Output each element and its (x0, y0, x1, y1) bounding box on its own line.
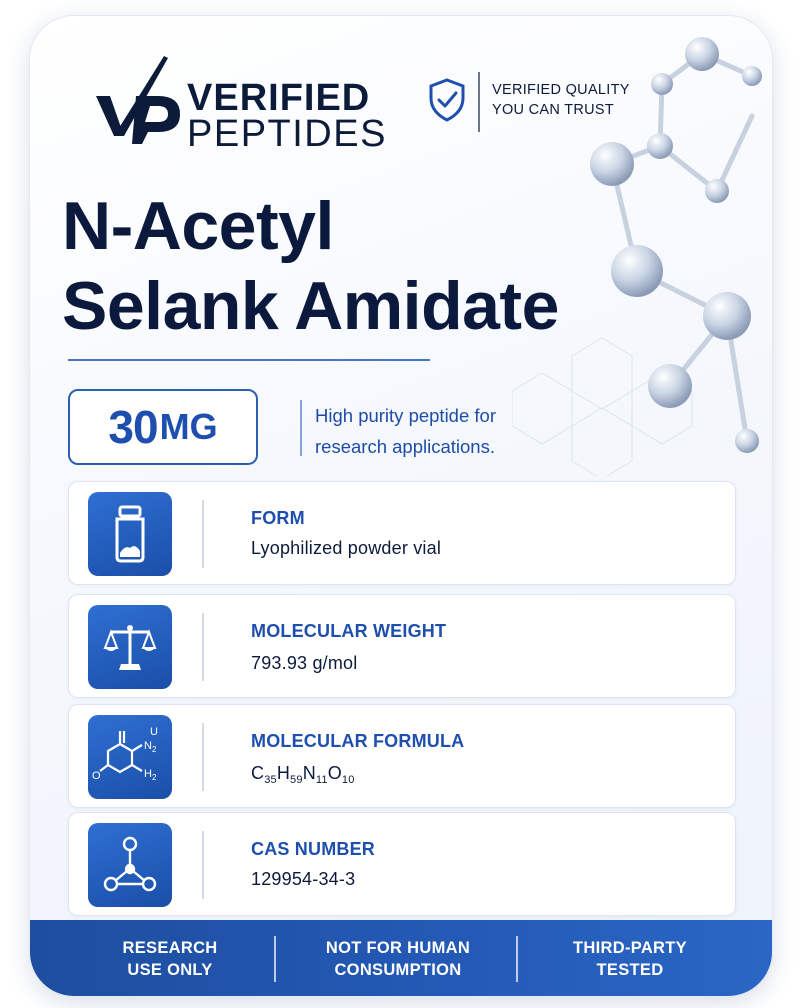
tagline-line1: High purity peptide for (315, 405, 496, 426)
icon-h-sub-text: 2 (152, 773, 157, 782)
size-badge (68, 389, 258, 465)
footer-item2-line2: CONSUMPTION (334, 961, 462, 979)
footer-item3-line2: TESTED (596, 961, 664, 979)
product-title-line2: Selank Amidate (62, 268, 559, 344)
formula-element-n: N (302, 763, 316, 783)
spec-label: MOLECULAR WEIGHT (251, 621, 447, 641)
spec-row-cas-number (68, 812, 736, 916)
row-divider (202, 500, 204, 568)
icon-h-text: H (144, 768, 152, 780)
icon-u-text: U (150, 726, 158, 738)
spec-value: Lyophilized powder vial (251, 538, 442, 558)
product-tagline (315, 400, 496, 462)
spec-value: 793.93 g/mol (251, 653, 358, 673)
size-unit: MG (159, 406, 218, 447)
footer-item1-line2: USE ONLY (127, 961, 213, 979)
tagline-line2: research applications. (315, 436, 495, 457)
formula-count-c: 35 (264, 774, 277, 786)
footer-item-third-party-tested (530, 934, 730, 984)
formula-element-h: H (276, 763, 291, 783)
brand-name-line1: VERIFIED (187, 77, 371, 119)
spec-value: 129954-34-3 (251, 869, 356, 889)
footer-item-research-use (70, 934, 270, 984)
footer-separator (274, 936, 276, 982)
spec-row-form (68, 481, 736, 585)
row-divider (202, 831, 204, 899)
vp-logo-icon (92, 52, 184, 152)
footer-separator (516, 936, 518, 982)
formula-element-c: C (251, 763, 265, 783)
trust-separator (478, 72, 480, 132)
vial-icon (88, 492, 172, 576)
row-divider (202, 613, 204, 681)
trust-text-line1: VERIFIED QUALITY (492, 82, 630, 98)
spec-label: CAS NUMBER (251, 839, 376, 859)
brand-name-line2: PEPTIDES (187, 113, 387, 155)
molecule-icon (88, 823, 172, 907)
footer-item-not-for-consumption (288, 934, 508, 984)
icon-o-text: O (92, 770, 101, 782)
title-underline (68, 359, 430, 361)
spec-label: MOLECULAR FORMULA (251, 731, 465, 751)
product-title-line1: N-Acetyl (62, 188, 334, 264)
formula-count-h: 59 (290, 774, 303, 786)
footer-bar (30, 920, 772, 996)
footer-item1-line1: RESEARCH (122, 939, 218, 957)
size-number: 30 (108, 401, 158, 453)
footer-item3-line1: THIRD-PARTY (573, 939, 687, 957)
product-label-card (30, 16, 772, 996)
formula-count-n: 11 (315, 774, 328, 786)
icon-n-text: N (144, 740, 152, 752)
formula-element-o: O (327, 763, 342, 783)
size-separator (300, 400, 302, 456)
formula-count-o: 10 (341, 774, 355, 786)
scale-icon (88, 605, 172, 689)
formula-value (251, 763, 355, 786)
brand-logo (92, 52, 422, 155)
icon-n-sub-text: 2 (152, 745, 157, 754)
chemical-structure-icon (88, 715, 172, 799)
row-divider (202, 723, 204, 791)
spec-row-molecular-formula (68, 704, 736, 808)
spec-label: FORM (251, 508, 305, 528)
spec-row-molecular-weight (68, 594, 736, 698)
trust-text-line2: YOU CAN TRUST (492, 102, 615, 118)
trust-badge (428, 72, 648, 142)
shield-check-icon (428, 78, 466, 122)
footer-item2-line1: NOT FOR HUMAN (325, 939, 471, 957)
product-title (62, 186, 762, 346)
